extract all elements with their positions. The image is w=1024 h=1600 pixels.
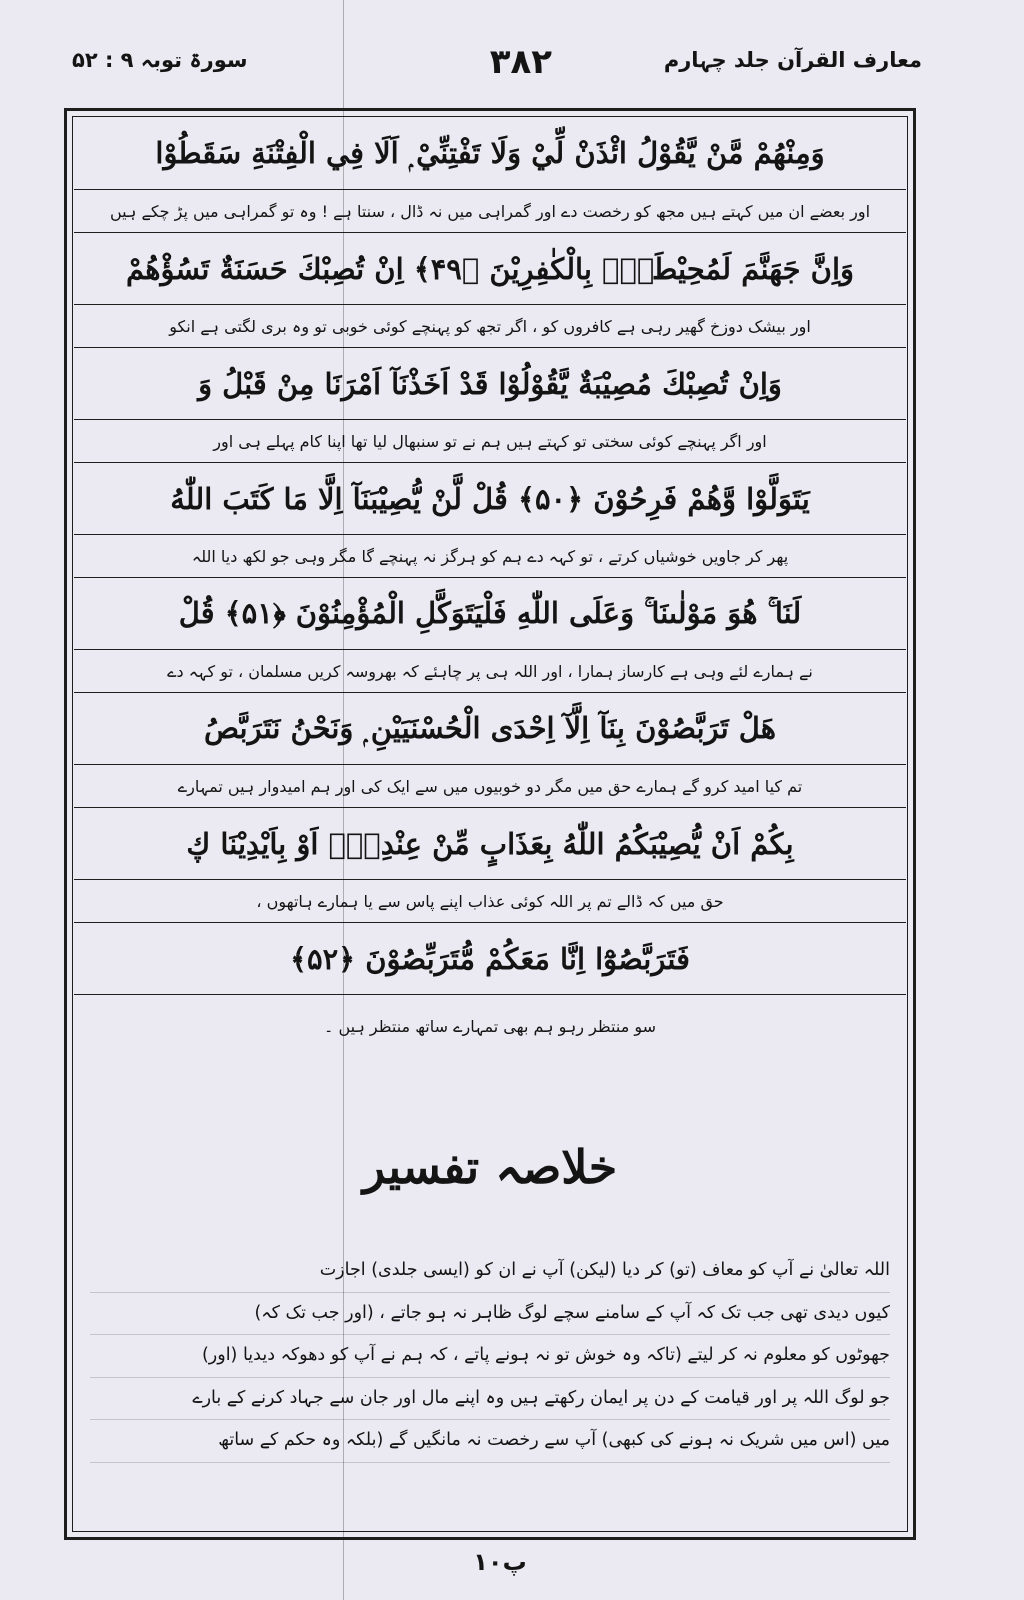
urdu-translation-line: حق میں کہ ڈالے تم پر اللہ کوئی عذاب اپنے پاس سے یا ہمارے ہاتھوں ، [74, 880, 906, 923]
tafseer-heading: خلاصہ تفسیر [362, 1140, 618, 1194]
page-number: ۳۸۲ [489, 42, 552, 82]
arabic-verse-line: وَاِنَّ جَهَنَّمَ لَمُحِيْطَةٌۢ بِالْكٰفِرِيْنَ ﴿۴۹﴾ اِنْ تُصِبْكَ حَسَنَةٌ تَسُؤْهُمْ [74, 233, 906, 305]
tafseer-line: جھوٹوں کو معلوم نہ کر لیتے (تاکہ وہ خوش تو نہ ہونے پاتے ، کہ ہم نے آپ کو دھوکہ دیدیا (اور) [90, 1335, 890, 1378]
arabic-verse-line: لَنَا ۚ هُوَ مَوْلٰىنَا ۚ وَعَلَى اللّٰهِ فَلْيَتَوَكَّلِ الْمُؤْمِنُوْنَ ﴿۵۱﴾ قُلْ [74, 578, 906, 650]
urdu-translation-line: پھر کر جاویں خوشیاں کرتے ، تو کہہ دے ہم کو ہرگز نہ پہنچے گا مگر وہی جو لکھ دیا اللہ [74, 535, 906, 578]
book-title: معارف القرآن جلد چہارم [663, 48, 922, 72]
urdu-translation-line: اور اگر پہنچے کوئی سختی تو کہتے ہیں ہم نے تو سنبھال لیا تھا اپنا کام پہلے ہی اور [74, 420, 906, 463]
tafseer-line: کیوں دیدی تھی جب تک کہ آپ کے سامنے سچے لوگ ظاہر نہ ہو جاتے ، (اور جب تک کہ) [90, 1293, 890, 1336]
arabic-verse-line: وَاِنْ تُصِبْكَ مُصِيْبَةٌ يَّقُوْلُوْا قَدْ اَخَذْنَآ اَمْرَنَا مِنْ قَبْلُ وَ [74, 348, 906, 420]
arabic-verse-line: هَلْ تَرَبَّصُوْنَ بِنَآ اِلَّآ اِحْدَى الْحُسْنَيَيْنِ ۭ وَنَحْنُ نَتَرَبَّصُ [74, 693, 906, 765]
arabic-verse-line: فَتَرَبَّصُوْٓا اِنَّا مَعَكُمْ مُّتَرَبِّصُوْنَ ﴿۵۲﴾ [74, 923, 906, 995]
page-header [72, 42, 922, 88]
arabic-verse-line: وَمِنْهُمْ مَّنْ يَّقُوْلُ ائْذَنْ لِّيْ وَلَا تَفْتِنِّيْ ۭ اَلَا فِي الْفِتْنَةِ سَقَطُوْا [74, 118, 906, 190]
arabic-verse-line: يَتَوَلَّوْا وَّهُمْ فَرِحُوْنَ ﴿۵۰﴾ قُلْ لَّنْ يُّصِيْبَنَآ اِلَّا مَا كَتَبَ اللّٰهُ [74, 463, 906, 535]
tafseer-line: میں (اس میں شریک نہ ہونے کی کبھی) آپ سے رخصت نہ مانگیں گے (بلکہ وہ حکم کے ساتھ [90, 1420, 890, 1463]
tafseer-line: جو لوگ اللہ پر اور قیامت کے دن پر ایمان رکھتے ہیں وہ اپنے مال اور جان سے جہاد کرنے کے بارے [90, 1378, 890, 1421]
para-mark: پ۱۰ [473, 1548, 527, 1576]
surah-reference: سورۃ توبہ ۹ : ۵۲ [72, 48, 248, 72]
urdu-translation-line: تم کیا امید کرو گے ہمارے حق میں مگر دو خوبیوں میں سے ایک کی اور ہم امیدوار ہیں تمہارے [74, 765, 906, 808]
urdu-translation-line: اور بیشک دوزخ گھیر رہی ہے کافروں کو ، اگر تجھ کو پہنچے کوئی خوبی تو وہ بری لگتی ہے انکو [74, 305, 906, 348]
urdu-translation-line: نے ہمارے لئے وہی ہے کارساز ہمارا ، اور اللہ ہی پر چاہئے کہ بھروسہ کریں مسلمان ، تو کہہ دے [74, 650, 906, 693]
tafseer-body [90, 1250, 890, 1463]
urdu-translation-line: اور بعضے ان میں کہتے ہیں مجھ کو رخصت دے اور گمراہی میں نہ ڈال ، سنتا ہے ! وہ تو گمراہی میں پڑ چکے ہیں [74, 190, 906, 233]
urdu-translation-line: سو منتظر رہو ہم بھی تمہارے ساتھ منتظر ہیں ۔ [324, 1016, 657, 1036]
arabic-verse-line: بِكُمْ اَنْ يُّصِيْبَكُمُ اللّٰهُ بِعَذَابٍ مِّنْ عِنْدِهٖٓ اَوْ بِاَيْدِيْنَا ڮ [74, 808, 906, 880]
tafseer-line: اللہ تعالیٰ نے آپ کو معاف (تو) کر دیا (لیکن) آپ نے ان کو (ایسی جلدی) اجازت [90, 1250, 890, 1293]
verse-table [74, 118, 906, 1057]
